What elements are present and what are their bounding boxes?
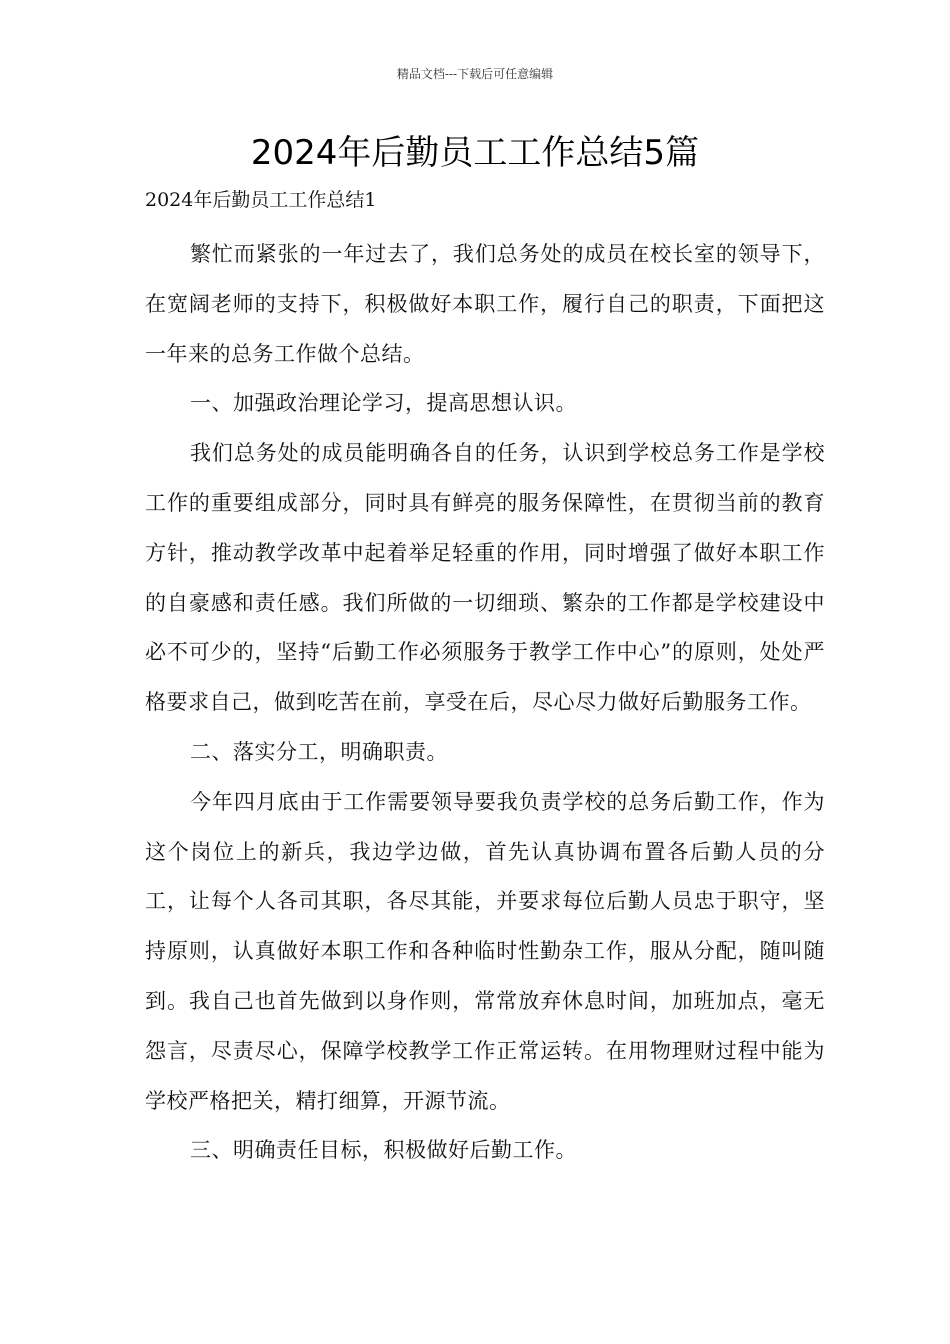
heading-section-3: 三、明确责任目标，积极做好后勤工作。 (190, 1138, 577, 1163)
heading-section-1: 一、加强政治理论学习，提高思想认识。 (190, 391, 577, 416)
paragraph-intro: 繁忙而紧张的一年过去了，我们总务处的成员在校长室的领导下，在宽阔老师的支持下，积极做好本职工作，履行自己的职责，下面把这一年来的总务工作做个总结。 (145, 242, 825, 366)
paragraph-section-1: 我们总务处的成员能明确各自的任务，认识到学校总务工作是学校工作的重要组成部分，同时具有鲜亮的服务保障性，在贯彻当前的教育方针，推动教学改革中起着举足轻重的作用，同时增强了做好本职工作的自豪感和责任感。我们所做的一切细琐、繁杂的工作都是学校建设中必不可少的，坚持“后勤工作必须服务于教学工作中心”的原则，处处严格要求自己，做到吃苦在前，享受在后，尽心尽力做好后勤服务工作。 (145, 441, 825, 715)
body-text (145, 230, 825, 1176)
section-subtitle: 2024年后勤员工工作总结1 (145, 189, 377, 211)
paragraph-section-2: 今年四月底由于工作需要领导要我负责学校的总务后勤工作，作为这个岗位上的新兵，我边学边做，首先认真协调布置各后勤人员的分工，让每个人各司其职，各尽其能，并要求每位后勤人员忠于职守，坚持原则，认真做好本职工作和各种临时性勤杂工作，服从分配，随叫随到。我自己也首先做到以身作则，常常放弃休息时间，加班加点，毫无怨言，尽责尽心，保障学校教学工作正常运转。在用物理财过程中能为学校严格把关，精打细算，开源节流。 (145, 789, 825, 1113)
document-title: 2024年后勤员工工作总结5篇 (250, 133, 700, 173)
heading-section-2: 二、落实分工，明确职责。 (190, 739, 448, 764)
header-note: 精品文档---下载后可任意编辑 (396, 67, 554, 81)
